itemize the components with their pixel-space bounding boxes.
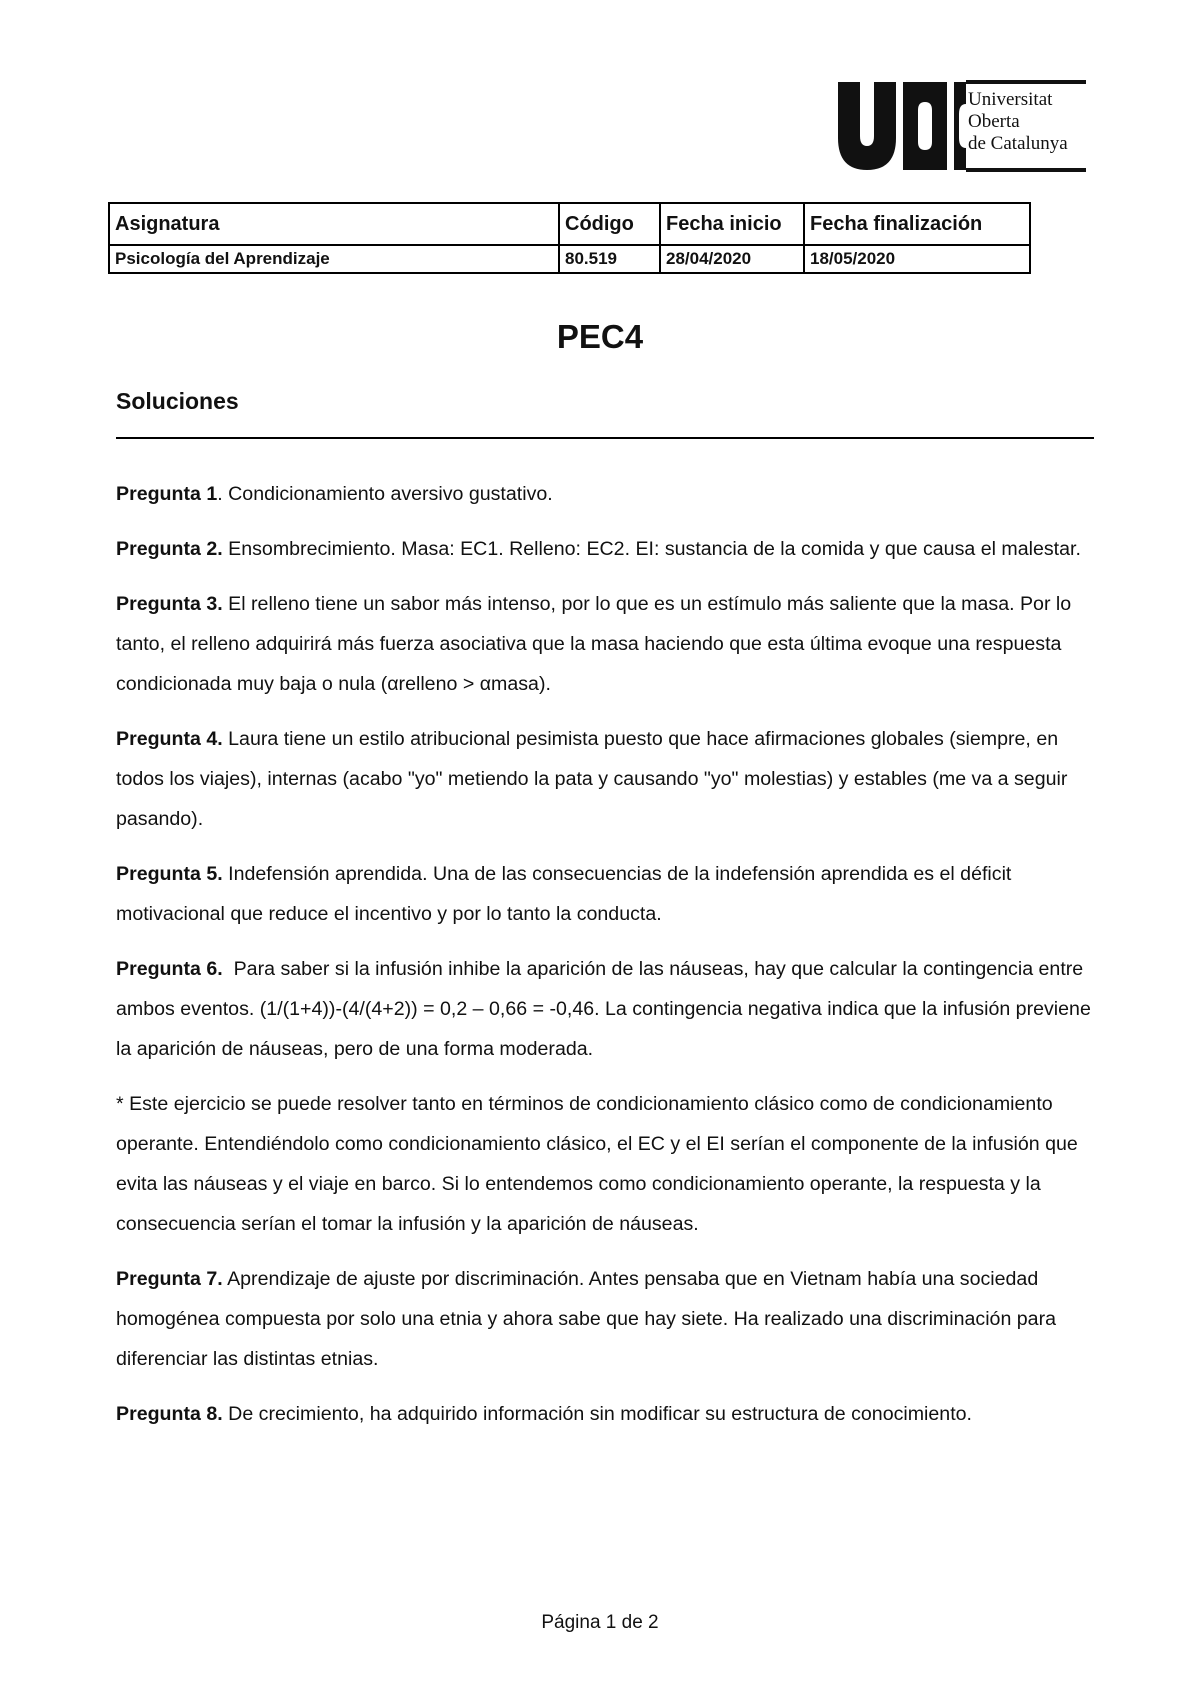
question-2 — [116, 529, 1101, 569]
question-8-label: Pregunta 8. — [116, 1403, 223, 1425]
course-info-header-row — [109, 203, 1030, 245]
question-4-label: Pregunta 4. — [116, 728, 223, 750]
question-7-label: Pregunta 7. — [116, 1268, 223, 1290]
question-6-text: Para saber si la infusión inhibe la aparición de las náuseas, hay que calcular la contingencia entre ambos eventos. (1/(1+4))-(4/(4+2)) = 0,2 – 0,66 = -0,46. La contingencia negativa indica que la infusión previene la aparición de náuseas, pero de una forma moderada. — [116, 958, 1097, 1060]
question-2-label: Pregunta 2. — [116, 538, 223, 560]
logo-line-2: Oberta — [968, 111, 1020, 132]
header-asignatura: Asignatura — [109, 203, 559, 245]
question-6 — [116, 949, 1101, 1069]
question-1-text: . Condicionamiento aversivo gustativo. — [217, 483, 553, 505]
page-number: Página 1 de 2 — [541, 1612, 659, 1633]
section-divider — [116, 437, 1094, 439]
uoc-logo-mark — [836, 80, 1086, 172]
question-5-label: Pregunta 5. — [116, 863, 223, 885]
question-8 — [116, 1394, 1101, 1434]
question-3 — [116, 584, 1101, 704]
logo-line-1: Universitat — [968, 89, 1053, 110]
question-3-text: El relleno tiene un sabor más intenso, por lo que es un estímulo más saliente que la masa. Por lo tanto, el relleno adquirirá más fuerza asociativa que la masa haciendo que esta última evoque una respuesta condicionada muy baja o nula (αrelleno > αmasa). — [116, 593, 1072, 695]
value-codigo: 80.519 — [559, 245, 660, 273]
question-1-label: Pregunta 1 — [116, 483, 218, 505]
header-codigo: Código — [559, 203, 660, 245]
question-5 — [116, 854, 1101, 934]
question-7-text: Aprendizaje de ajuste por discriminación. Antes pensaba que en Vietnam había una sociedad homogénea compuesta por solo una etnia y ahora sabe que hay siete. Ha realizado una discriminación para diferenciar las distintas etnias. — [116, 1268, 1057, 1370]
question-8-text: De crecimiento, ha adquirido información sin modificar su estructura de conocimiento. — [222, 1403, 972, 1425]
logo-line-3: de Catalunya — [968, 133, 1068, 154]
question-1 — [116, 474, 1101, 514]
section-subtitle: Soluciones — [116, 388, 239, 414]
header-fecha-finalizacion: Fecha finalización — [804, 203, 1030, 245]
value-fecha-inicio: 28/04/2020 — [660, 245, 804, 273]
document-title: PEC4 — [556, 318, 644, 355]
header-fecha-inicio: Fecha inicio — [660, 203, 804, 245]
question-2-text: Ensombrecimiento. Masa: EC1. Relleno: EC2. EI: sustancia de la comida y que causa el malestar. — [222, 538, 1081, 560]
solutions-content — [116, 474, 1101, 1449]
question-6-label: Pregunta 6. — [116, 958, 223, 980]
question-4 — [116, 719, 1101, 839]
question-5-text: Indefensión aprendida. Una de las consecuencias de la indefensión aprendida es el déficit motivacional que reduce el incentivo y por lo tanto la conducta. — [116, 863, 1012, 925]
value-asignatura: Psicología del Aprendizaje — [109, 245, 559, 273]
question-7 — [116, 1259, 1101, 1379]
question-4-text: Laura tiene un estilo atribucional pesimista puesto que hace afirmaciones globales (siempre, en todos los viajes), internas (acabo "yo" metiendo la pata y causando "yo" molestias) y estables (me va a seguir pasando). — [116, 728, 1068, 830]
uoc-logo — [836, 80, 1086, 172]
question-6-note: * Este ejercicio se puede resolver tanto en términos de condicionamiento clásico como de condicionamiento operante. Entendiéndolo como condicionamiento clásico, el EC y el EI serían el componente de la infusión que evita las náuseas y el viaje en barco. Si lo entendemos como condicionamiento operante, la respuesta y la consecuencia serían el tomar la infusión y la aparición de náuseas. — [116, 1093, 1078, 1235]
course-info-values-row — [109, 245, 1030, 273]
value-fecha-finalizacion: 18/05/2020 — [804, 245, 1030, 273]
course-info-table — [108, 202, 1031, 274]
question-3-label: Pregunta 3. — [116, 593, 223, 615]
